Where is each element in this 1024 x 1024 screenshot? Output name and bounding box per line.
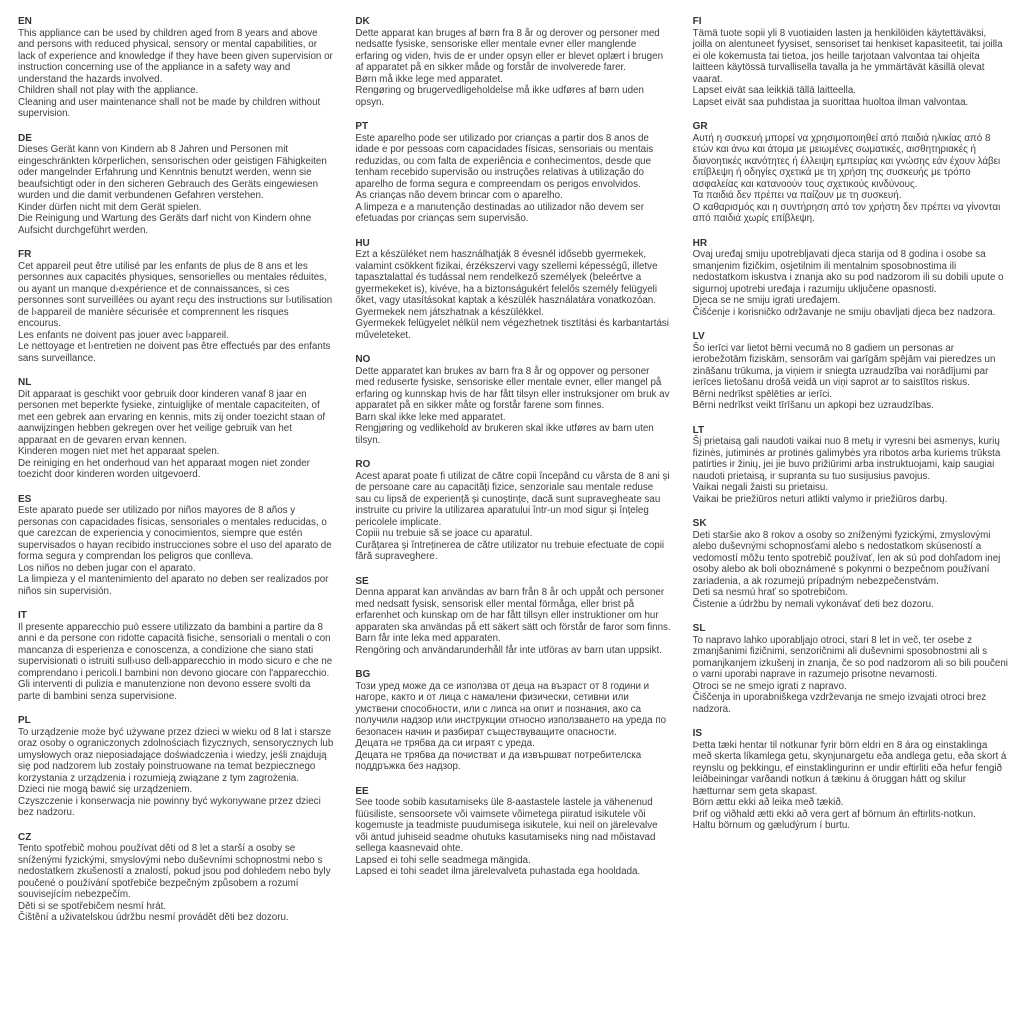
- language-code-heading: SE: [355, 575, 369, 587]
- lang-section-de: [18, 133, 333, 237]
- instruction-paragraph: Čišćenje i korisničko održavanje ne smiju obavljati djeca bez nadzora.: [692, 306, 996, 318]
- language-code-heading: SL: [692, 623, 706, 634]
- language-code-heading: PL: [18, 715, 31, 726]
- instruction-paragraph: Il presente apparecchio può essere utilizzato da bambini a partire da 8 anni e da persone con ridotte capacità fisiche, sensoriali o mentali o con mancanza di esperienza e conoscenza, a condizione che siano stati supervisionati o istruiti sull›uso dell›apparecchio in modo sicuro e che ne comprendano i pericoli.I bambini non devono giocare con l'apparecchio.: [18, 621, 333, 679]
- instruction-paragraph: Haltu börnum og gæludýrum í burtu.: [692, 820, 851, 831]
- instruction-paragraph: Gli interventi di pulizia e manutenzione non devono essere svolti da parte di bambini senza supervisione.: [18, 679, 311, 702]
- language-code-heading: GR: [692, 121, 708, 132]
- language-code-heading: LV: [692, 331, 705, 342]
- instruction-paragraph: To napravo lahko uporabljajo otroci, stari 8 let in več, ter osebe z zmanjšanimi fizičnimi, senzoričnimi ali duševnimi sposobnostmi ali s pomanjkanjem izkušenj in znanja, če so pod nadzorom ali so bili poučeni o varni uporabi naprave in razumejo prisotne nevarnosti.: [692, 634, 1008, 680]
- language-code-heading: DE: [18, 132, 32, 144]
- lang-section-lt: [693, 425, 1008, 506]
- lang-section-se: [355, 576, 670, 657]
- lang-section-hu: [355, 238, 670, 342]
- instruction-paragraph: Börn ættu ekki að leika með tækið.: [692, 797, 844, 808]
- lang-section-pl: [18, 715, 333, 819]
- lang-section-bg: [355, 669, 670, 773]
- instruction-paragraph: Þrif og viðhald ætti ekki að vera gert af börnum án eftirlits-notkun.: [692, 808, 976, 820]
- instruction-paragraph: Los niños no deben jugar con el aparato.: [18, 562, 196, 574]
- instruction-paragraph: Dieses Gerät kann von Kindern ab 8 Jahren und Personen mit eingeschränkten körperlichen, sensorischen oder geistigen Fähigkeiten oder mangelnder Erfahrung und Kenntnis benutzt werden, wenn sie beaufsichtigt oder in den sicheren Gebrauch des Geräts eingewiesen wurden und die damit verbundenen Gefahren verstehen.: [18, 144, 327, 201]
- lang-section-cz: [18, 832, 333, 924]
- instruction-paragraph: Čiščenja in uporabniškega vzdrževanja ne smejo izvajati otroci brez nadzora.: [692, 692, 987, 715]
- instruction-paragraph: Tämä tuote sopii yli 8 vuotiaiden lasten ja henkilöiden käytettäväksi, joilla on alentuneet fyysiset, sensoriset tai henkiset kapasiteetit, tai joilla ei ole kokemusta tai tietoa, jos heille tarjotaan valvontaa tai ohjeita laitteen käytössä turvallisella tavalla ja he ymmärtävät käsillä olevat vaarat.: [692, 27, 1003, 85]
- instruction-paragraph: Dette apparatet kan brukes av barn fra 8 år og oppover og personer med reduserte fysiske, sensoriske eller mentale evner, eller mangel på erfaring og kunnskap hvis de har fått tilsyn eller instruksjoner om bruk av apparatet på en sikker måte og forstår farene som finnes.: [355, 365, 670, 411]
- instruction-paragraph: Rengøring og brugervedligeholdelse må ikke udføres af børn uden opsyn.: [355, 85, 644, 108]
- instruction-paragraph: This appliance can be used by children aged from 8 years and above and persons with reduced physical, sensory or mental capabilities, or lack of experience and knowledge if they have been given supervision or instruction concerning use of the appliance in a safety way and understand the hazards involved.: [18, 27, 333, 85]
- instruction-paragraph: Čistenie a údržbu by nemali vykonávať deti bez dozoru.: [692, 598, 934, 610]
- lang-section-no: [355, 354, 670, 446]
- lang-section-it: [18, 610, 333, 702]
- instruction-paragraph: As crianças não devem brincar com o aparelho.: [355, 190, 563, 201]
- language-code-heading: IT: [18, 610, 27, 621]
- language-code-heading: IS: [692, 728, 703, 739]
- instruction-paragraph: Gyermekek nem játszhatnak a készülékkel.: [355, 306, 544, 318]
- instruction-paragraph: Децата не трябва да почистват и да извършват потребителска поддръжка без надзор.: [355, 749, 642, 772]
- instruction-paragraph: Dzieci nie mogą bawić się urządzeniem.: [18, 784, 193, 795]
- lang-section-sk: [693, 518, 1008, 610]
- instruction-paragraph: De reiniging en het onderhoud van het apparaat mogen niet zonder toezicht door kinderen worden uitgevoerd.: [18, 457, 310, 480]
- instruction-paragraph: Children shall not play with the appliance.: [18, 85, 199, 96]
- lang-section-fr: [18, 249, 333, 364]
- instruction-paragraph: Este aparelho pode ser utilizado por crianças a partir dos 8 anos de idade e por pessoas com capacidades físicas, sensoriais ou mentais reduzidas, ou com falta de experiência e conhecimentos, desde que tenham recebido supervisão ou instruções relativas à utilização do aparelho de forma segura e compreendam os perigos envolvidos.: [355, 132, 654, 190]
- instruction-paragraph: See toode sobib kasutamiseks üle 8-aastastele lastele ja vähenenud füüsiliste, sensoorsete või vaimsete võimetega piiratud isikutele või kogemuste ja teadmiste puudumisega isikutele, kui neil on järelevalve või antud juhiseid seadme ohutuks kasutamiseks ning nad mõistavad sellega kaasnevaid ohte.: [355, 797, 658, 854]
- instruction-paragraph: Les enfants ne doivent pas jouer avec l›appareil.: [18, 329, 229, 341]
- lang-section-lv: [693, 331, 1008, 412]
- instruction-paragraph: Αυτή η συσκευή μπορεί να χρησιμοποιηθεί από παιδιά ηλικίας από 8 ετών και άνω και άτομα με μειωμένες σωματικές, αισθητηριακές ή διανοητικές ικανότητες ή έλλειψη εμπειρίας και γνώσης εάν έχουν λάβει επίβλεψη ή οδηγίες σχετικά με τη χρήση της συσκευής με τρόπο ασφαλείας και κατανοούν τους σχετικούς κινδύνους.: [692, 132, 1001, 190]
- instruction-paragraph: Þetta tæki hentar til notkunar fyrir börn eldri en 8 ára og einstaklinga með skerta líkamlega getu, skynjunargetu eða andlega getu, eða skort á reynslu og þekkingu, ef einstaklingurinn er undir eftirliti eða hefur fengið leiðbeiningar varðandi notkun á tækinu á öruggan hátt og skilur hætturnar sem geta skapast.: [692, 739, 1007, 797]
- language-code-heading: CZ: [18, 831, 32, 843]
- language-code-heading: BG: [355, 669, 371, 680]
- lang-section-hr: [693, 238, 1008, 319]
- instruction-paragraph: Tento spotřebič mohou používat děti od 8 let a starší a osoby se sníženými fyzickými, smyslovými nebo duševními schopnostmi nebo s nedostatkem zkušeností a znalostí, pokud jsou pod dohledem nebo byly poučené o používání spotřebiče bezpečným způsobem a rozumí souvisejícím nebezpečím.: [18, 843, 331, 900]
- instruction-paragraph: Curățarea și întreținerea de către utilizator nu trebuie efectuate de copii fără supraveghere.: [355, 539, 665, 562]
- instruction-paragraph: Vaikai be priežiūros neturi atlikti valymo ir priežiūros darbų.: [692, 493, 948, 505]
- instruction-paragraph: Die Reinigung und Wartung des Geräts darf nicht von Kindern ohne Aufsicht durchgeführt werden.: [18, 213, 312, 236]
- instruction-paragraph: Acest aparat poate fi utilizat de către copii începând cu vârsta de 8 ani și de persoane care au capacități fizice, senzoriale sau mentale reduse sau cu lipsă de experiență și cunoștințe, dacă sunt supravegheate sau instruite cu privire la utilizarea aparatului într-un mod sigur și înțeleg pericolele implicate.: [355, 470, 670, 528]
- instruction-paragraph: Børn må ikke lege med apparatet.: [355, 73, 503, 85]
- lang-section-es: [18, 494, 333, 598]
- instruction-paragraph: Bērni nedrīkst veikt tīrīšanu un apkopi bez uzraudzības.: [692, 400, 934, 411]
- instruction-paragraph: Děti si se spotřebičem nesmí hrát.: [18, 900, 167, 912]
- language-code-heading: EE: [355, 785, 369, 797]
- instruction-paragraph: Rengöring och användarunderhåll får inte utföras av barn utan uppsikt.: [355, 644, 662, 656]
- lang-section-is: [693, 728, 1008, 832]
- instruction-paragraph: A limpeza e a manutenção destinadas ao utilizador não devem ser efetuadas por crianças sem supervisão.: [355, 201, 644, 224]
- instruction-paragraph: To urządzenie może być używane przez dzieci w wieku od 8 lat i starsze oraz osoby o ograniczonych zdolnościach fizycznych, sensorycznych lub umysłowych oraz nieposiadające doświadczenia i wiedzy, jeśli znajdują się pod nadzorem lub zostały poinstruowane na temat bezpiecznego korzystania z urządzenia i rozumieją związane z tym zagrożenia.: [18, 726, 334, 784]
- instruction-paragraph: Le nettoyage et l›entretien ne doivent pas être effectués par des enfants sans surveillance.: [18, 341, 331, 364]
- instruction-paragraph: Deti sa nesmú hrať so spotrebičom.: [692, 587, 848, 598]
- instruction-paragraph: Ezt a készüléket nem használhatják 8 évesnél idősebb gyermekek, valamint csökkent fizikai, érzékszervi vagy szellemi képességű, illetve tapasztalattal és tudással nem rendelkező személyek (beleértve a gyermekeket is), kivéve, ha a biztonságukért felelős személy felügyeli őket, vagy utasításokat kaptak a készülék használatára vonatkozóan.: [355, 249, 658, 306]
- language-code-heading: DK: [355, 16, 370, 27]
- lang-section-gr: [693, 121, 1008, 225]
- language-code-heading: RO: [355, 459, 371, 470]
- instruction-paragraph: Šo ierīci var lietot bērni vecumā no 8 gadiem un personas ar ierobežotām fiziskām, sensorām vai garīgām spējām vai pieredzes un zināšanu trūkuma, ja viņiem ir sniegta uzraudzība vai norādījumi par ierīces lietošanu drošā veidā un viņi saprot ar to saistītos riskus.: [692, 342, 996, 388]
- instruction-paragraph: Cet appareil peut être utilisé par les enfants de plus de 8 ans et les personnes aux capacités physiques, sensorielles ou mentales réduites, ou ayant un manque d›expérience et de connaissances, si ces personnes sont surveillées ou ayant reçu des instructions sur l›utilisation de l›appareil de manière sécurisée et comprennent les risques encourus.: [18, 260, 333, 329]
- instruction-paragraph: Този уред може да се използва от деца на възраст от 8 години и нагоре, както и от лица с намалени физически, сетивни или умствени способности, или с липса на опит и познания, ако са получили надзор или инструкции относно използването на уреда по безопасен начин и разбират съществуващите опасности.: [355, 680, 667, 738]
- instruction-paragraph: Kinder dürfen nicht mit dem Gerät spielen.: [18, 201, 202, 213]
- instruction-paragraph: Otroci se ne smejo igrati z napravo.: [692, 680, 847, 692]
- language-code-heading: NO: [355, 354, 371, 365]
- instruction-paragraph: Rengjøring og vedlikehold av brukeren skal ikke utføres av barn uten tilsyn.: [355, 423, 654, 446]
- language-code-heading: PT: [355, 121, 369, 132]
- instruction-paragraph: Децата не трябва да си играят с уреда.: [355, 738, 535, 749]
- instruction-paragraph: Čištění a uživatelskou údržbu nesmí provádět děti bez dozoru.: [18, 912, 289, 923]
- instruction-paragraph: Denna apparat kan användas av barn från 8 år och uppåt och personer med nedsatt fysisk, sensorisk eller mental förmåga, eller brist på erfarenhet och kunskap om de har fått tillsyn eller instruktioner om hur apparaten ska användas på ett säkert sätt och förstår de faror som finns.: [355, 587, 671, 633]
- language-code-heading: HU: [355, 237, 370, 249]
- language-code-heading: ES: [18, 493, 32, 505]
- lang-section-fi: [693, 16, 1008, 108]
- instruction-paragraph: Deti staršie ako 8 rokov a osoby so zníženými fyzickými, zmyslovými alebo duševnými schopnosťami alebo s nedostatkom skúseností a vedomostí môžu tento spotrebič používať, len ak sú pod dohľadom inej osoby alebo ak boli oboznámené s pokynmi o bezpečnom používaní zariadenia, a ak rozumejú prípadným nebezpečenstvám.: [692, 529, 1001, 587]
- instruction-paragraph: Ovaj uređaj smiju upotrebljavati djeca starija od 8 godina i osobe sa smanjenim fizičkim, osjetilnim ili mentalnim sposobnostima ili nedostatkom iskustva i znanja ako su pod nadzorom ili su dobili upute o sigurnoj upotrebi uređaja i razumiju uključene opasnosti.: [692, 249, 1004, 295]
- lang-section-pt: [355, 121, 670, 225]
- instruction-paragraph: Lapsed ei tohi selle seadmega mängida.: [355, 854, 531, 866]
- column-3: [693, 16, 1008, 845]
- instruction-paragraph: Ο καθαρισμός και η συντήρηση από τον χρήστη δεν πρέπει να γίνονται από παιδιά χωρίς επίβλεψη.: [692, 201, 1001, 224]
- instruction-paragraph: Lapset eivät saa leikkiä tällä laitteella.: [692, 85, 857, 96]
- language-code-heading: SK: [692, 518, 707, 529]
- column-1: [18, 16, 333, 937]
- lang-section-ro: [355, 459, 670, 563]
- instruction-paragraph: Bērni nedrīkst spēlēties ar ierīci.: [692, 388, 833, 400]
- instruction-paragraph: Este aparato puede ser utilizado por niños mayores de 8 años y personas con capacidades físicas, sensoriales o mentales reducidas, o que carezcan de experiencia y conocimientos, siempre que estén supervisados o hayan recibido instrucciones sobre el uso del aparato de forma segura y comprendan los peligros que conlleva.: [18, 505, 332, 562]
- instruction-paragraph: Vaikai negali žaisti su prietaisu.: [692, 482, 829, 493]
- language-code-heading: EN: [18, 16, 32, 27]
- instruction-paragraph: Djeca se ne smiju igrati uređajem.: [692, 295, 841, 306]
- language-columns: [18, 16, 1008, 937]
- language-code-heading: HR: [692, 237, 708, 249]
- instruction-paragraph: Gyermekek felügyelet nélkül nem végezhetnek tisztítási és karbantartási műveleteket.: [355, 318, 669, 341]
- column-2: [355, 16, 670, 891]
- instruction-paragraph: La limpieza y el mantenimiento del aparato no deben ser realizados por niños sin supervisión.: [18, 574, 329, 597]
- lang-section-sl: [693, 623, 1008, 715]
- language-code-heading: FI: [692, 16, 702, 27]
- lang-section-dk: [355, 16, 670, 108]
- instruction-paragraph: Czyszczenie i konserwacja nie powinny być wykonywane przez dzieci bez nadzoru.: [18, 795, 321, 818]
- instruction-paragraph: Dit apparaat is geschikt voor gebruik door kinderen vanaf 8 jaar en personen met beperkte fysieke, zintuiglijke of mentale capaciteiten, of met een gebrek aan ervaring en kennis, mits zij onder toezicht staan of aanwijzingen hebben gekregen over het veilige gebruik van het apparaat en de gevaren ervan kennen.: [18, 388, 326, 446]
- instruction-paragraph: Copiii nu trebuie să se joace cu aparatul.: [355, 528, 533, 539]
- language-code-heading: LT: [692, 424, 705, 436]
- instruction-paragraph: Dette apparat kan bruges af børn fra 8 år og derover og personer med nedsatte fysiske, sensoriske eller mentale evner eller manglende erfaring og viden, hvis de er under opsyn eller er blevet oplært i brugen af apparatet på en sikker måde og forstår de involverede farer.: [355, 27, 664, 73]
- language-code-heading: FR: [18, 249, 32, 260]
- instruction-paragraph: Barn skal ikke leke med apparatet.: [355, 411, 506, 423]
- instruction-paragraph: Τα παιδιά δεν πρέπει να παίζουν με τη συσκευή.: [692, 190, 902, 201]
- instruction-paragraph: Lapset eivät saa puhdistaa ja suorittaa huoltoa ilman valvontaa.: [692, 96, 969, 108]
- instruction-paragraph: Kinderen mogen niet met het apparaat spelen.: [18, 446, 220, 457]
- instruction-paragraph: Lapsed ei tohi seadet ilma järelevalveta puhastada ega hooldada.: [355, 866, 641, 877]
- instruction-paragraph: Šį prietaisą gali naudoti vaikai nuo 8 metų ir vyresni bei asmenys, kurių fizinės, jutiminės ar protinės galimybės yra ribotos arba kuriems trūksta patirties ir žinių, jei jie buvo prižiūrimi arba instruktuojami, kaip saugiai naudoti prietaisą, ir supranta su tuo susijusius pavojus.: [692, 436, 1001, 482]
- language-code-heading: NL: [18, 377, 32, 388]
- instruction-paragraph: Cleaning and user maintenance shall not be made by children without supervision.: [18, 96, 321, 119]
- lang-section-en: [18, 16, 333, 120]
- lang-section-nl: [18, 377, 333, 481]
- instruction-paragraph: Barn får inte leka med apparaten.: [355, 633, 501, 644]
- lang-section-ee: [355, 786, 670, 878]
